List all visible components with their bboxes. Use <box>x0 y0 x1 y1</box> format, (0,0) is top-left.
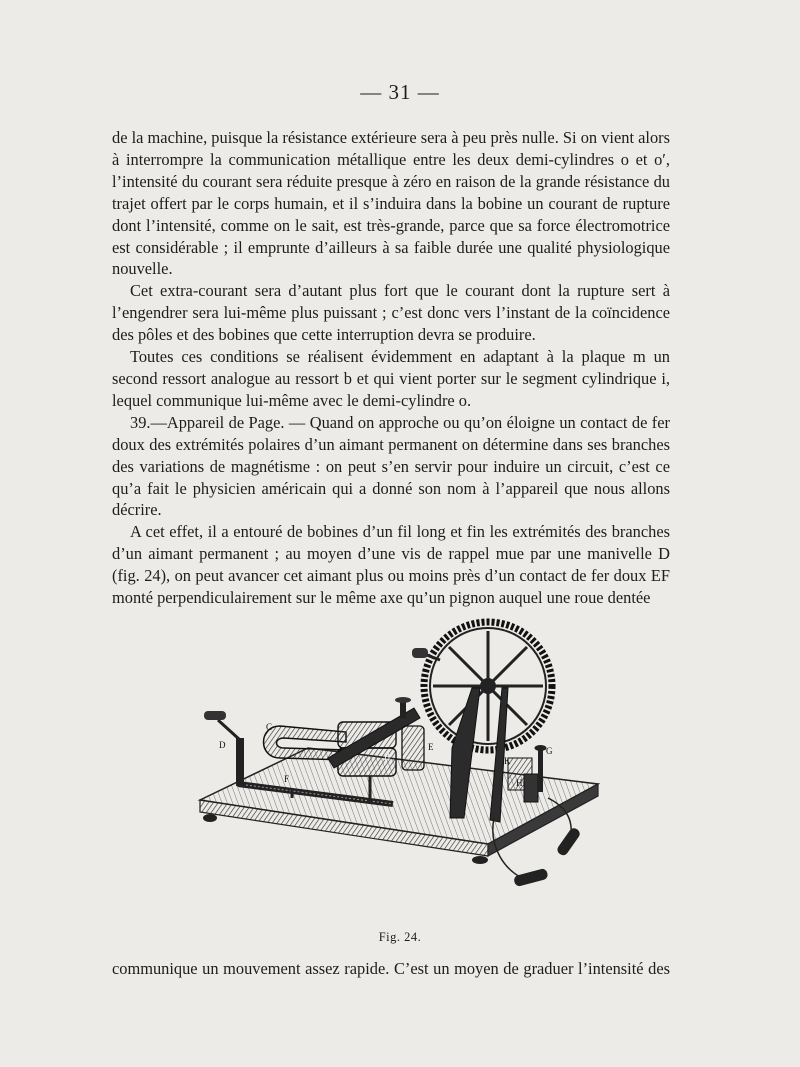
bottom-text-line: communique un mouvement assez rapide. C’est un moyen de graduer l’intensité des <box>112 959 670 978</box>
label-G: G <box>546 746 553 756</box>
commutator-H <box>524 774 538 802</box>
paragraph-3: Toutes ces conditions se réalisent évidemment en adaptant à la plaque m un second ressort analogue au ressort b et qui vient porter sur le segment cylindrique i, lequel communique lui-même avec le demi-cylindre o. <box>112 347 670 410</box>
paragraph-5: A cet effet, il a entouré de bobines d’un fil long et fin les extrémités des branches d’un aimant permanent ; au moyen d’une vis de rappel mue par une manivelle D (fig. 24), on peut avancer cet aimant plus ou moins près d’un contact de fer doux EF monté perpendiculairement sur le même axe qu’un pignon auquel une roue dentée <box>112 522 670 608</box>
foot-right <box>472 856 488 864</box>
label-C: C <box>266 722 273 732</box>
page-apparatus-figure <box>188 608 618 918</box>
label-E: E <box>428 742 434 752</box>
crank-handle-D <box>218 720 240 740</box>
paragraph-2: Cet extra-courant sera d’autant plus fort que le courant dont la rupture sert à l’engendrer sera lui-même plus puissant ; c’est donc vers l’instant de la coïncidence des pôles et des bobines que cette interruption devra se produire. <box>112 281 670 345</box>
handle-left <box>513 868 549 887</box>
binding-post-G <box>538 748 543 792</box>
page-apparatus-illustration <box>188 608 618 918</box>
armature-EF <box>402 726 424 770</box>
label-H: H <box>516 778 523 788</box>
gear-wheel <box>424 622 552 750</box>
paragraph-4: 39.—Appareil de Page. — Quand on approche ou qu’on éloigne un contact de fer doux des extrémités polaires d’un aimant permanent on détermine dans ses branches des variations de magnétisme : on peut s’en servir pour induire un circuit, c’est ce qu’a fait le physicien américain qui a donné son nom à l’appareil que nous allons décrire. <box>112 412 670 520</box>
crank-post <box>236 738 244 786</box>
label-F: F <box>284 774 290 784</box>
handle-right <box>555 826 581 857</box>
foot-left <box>203 814 217 822</box>
label-K: K <box>504 756 511 766</box>
body-text <box>112 127 670 609</box>
label-B: B <box>384 752 391 762</box>
page-number: — 31 — <box>360 80 440 104</box>
paragraph-1: de la machine, puisque la résistance extérieure sera à peu près nulle. Si on vient alors à interrompre la communication métallique entre les deux demi-cylindres o et o′, l’intensité du courant sera réduite presque à zéro en raison de la grande résistance du trajet offert par le corps humain, et il s’induira dans la bobine un courant de rupture dont l’intensité, comme on le sait, est très-grande, parce que sa force électromotrice est considérable ; il emprunte d’ailleurs à sa faible durée une qualité physiologique nouvelle. <box>112 128 670 279</box>
figure-caption: Fig. 24. <box>378 930 422 944</box>
label-D: D <box>219 740 226 750</box>
